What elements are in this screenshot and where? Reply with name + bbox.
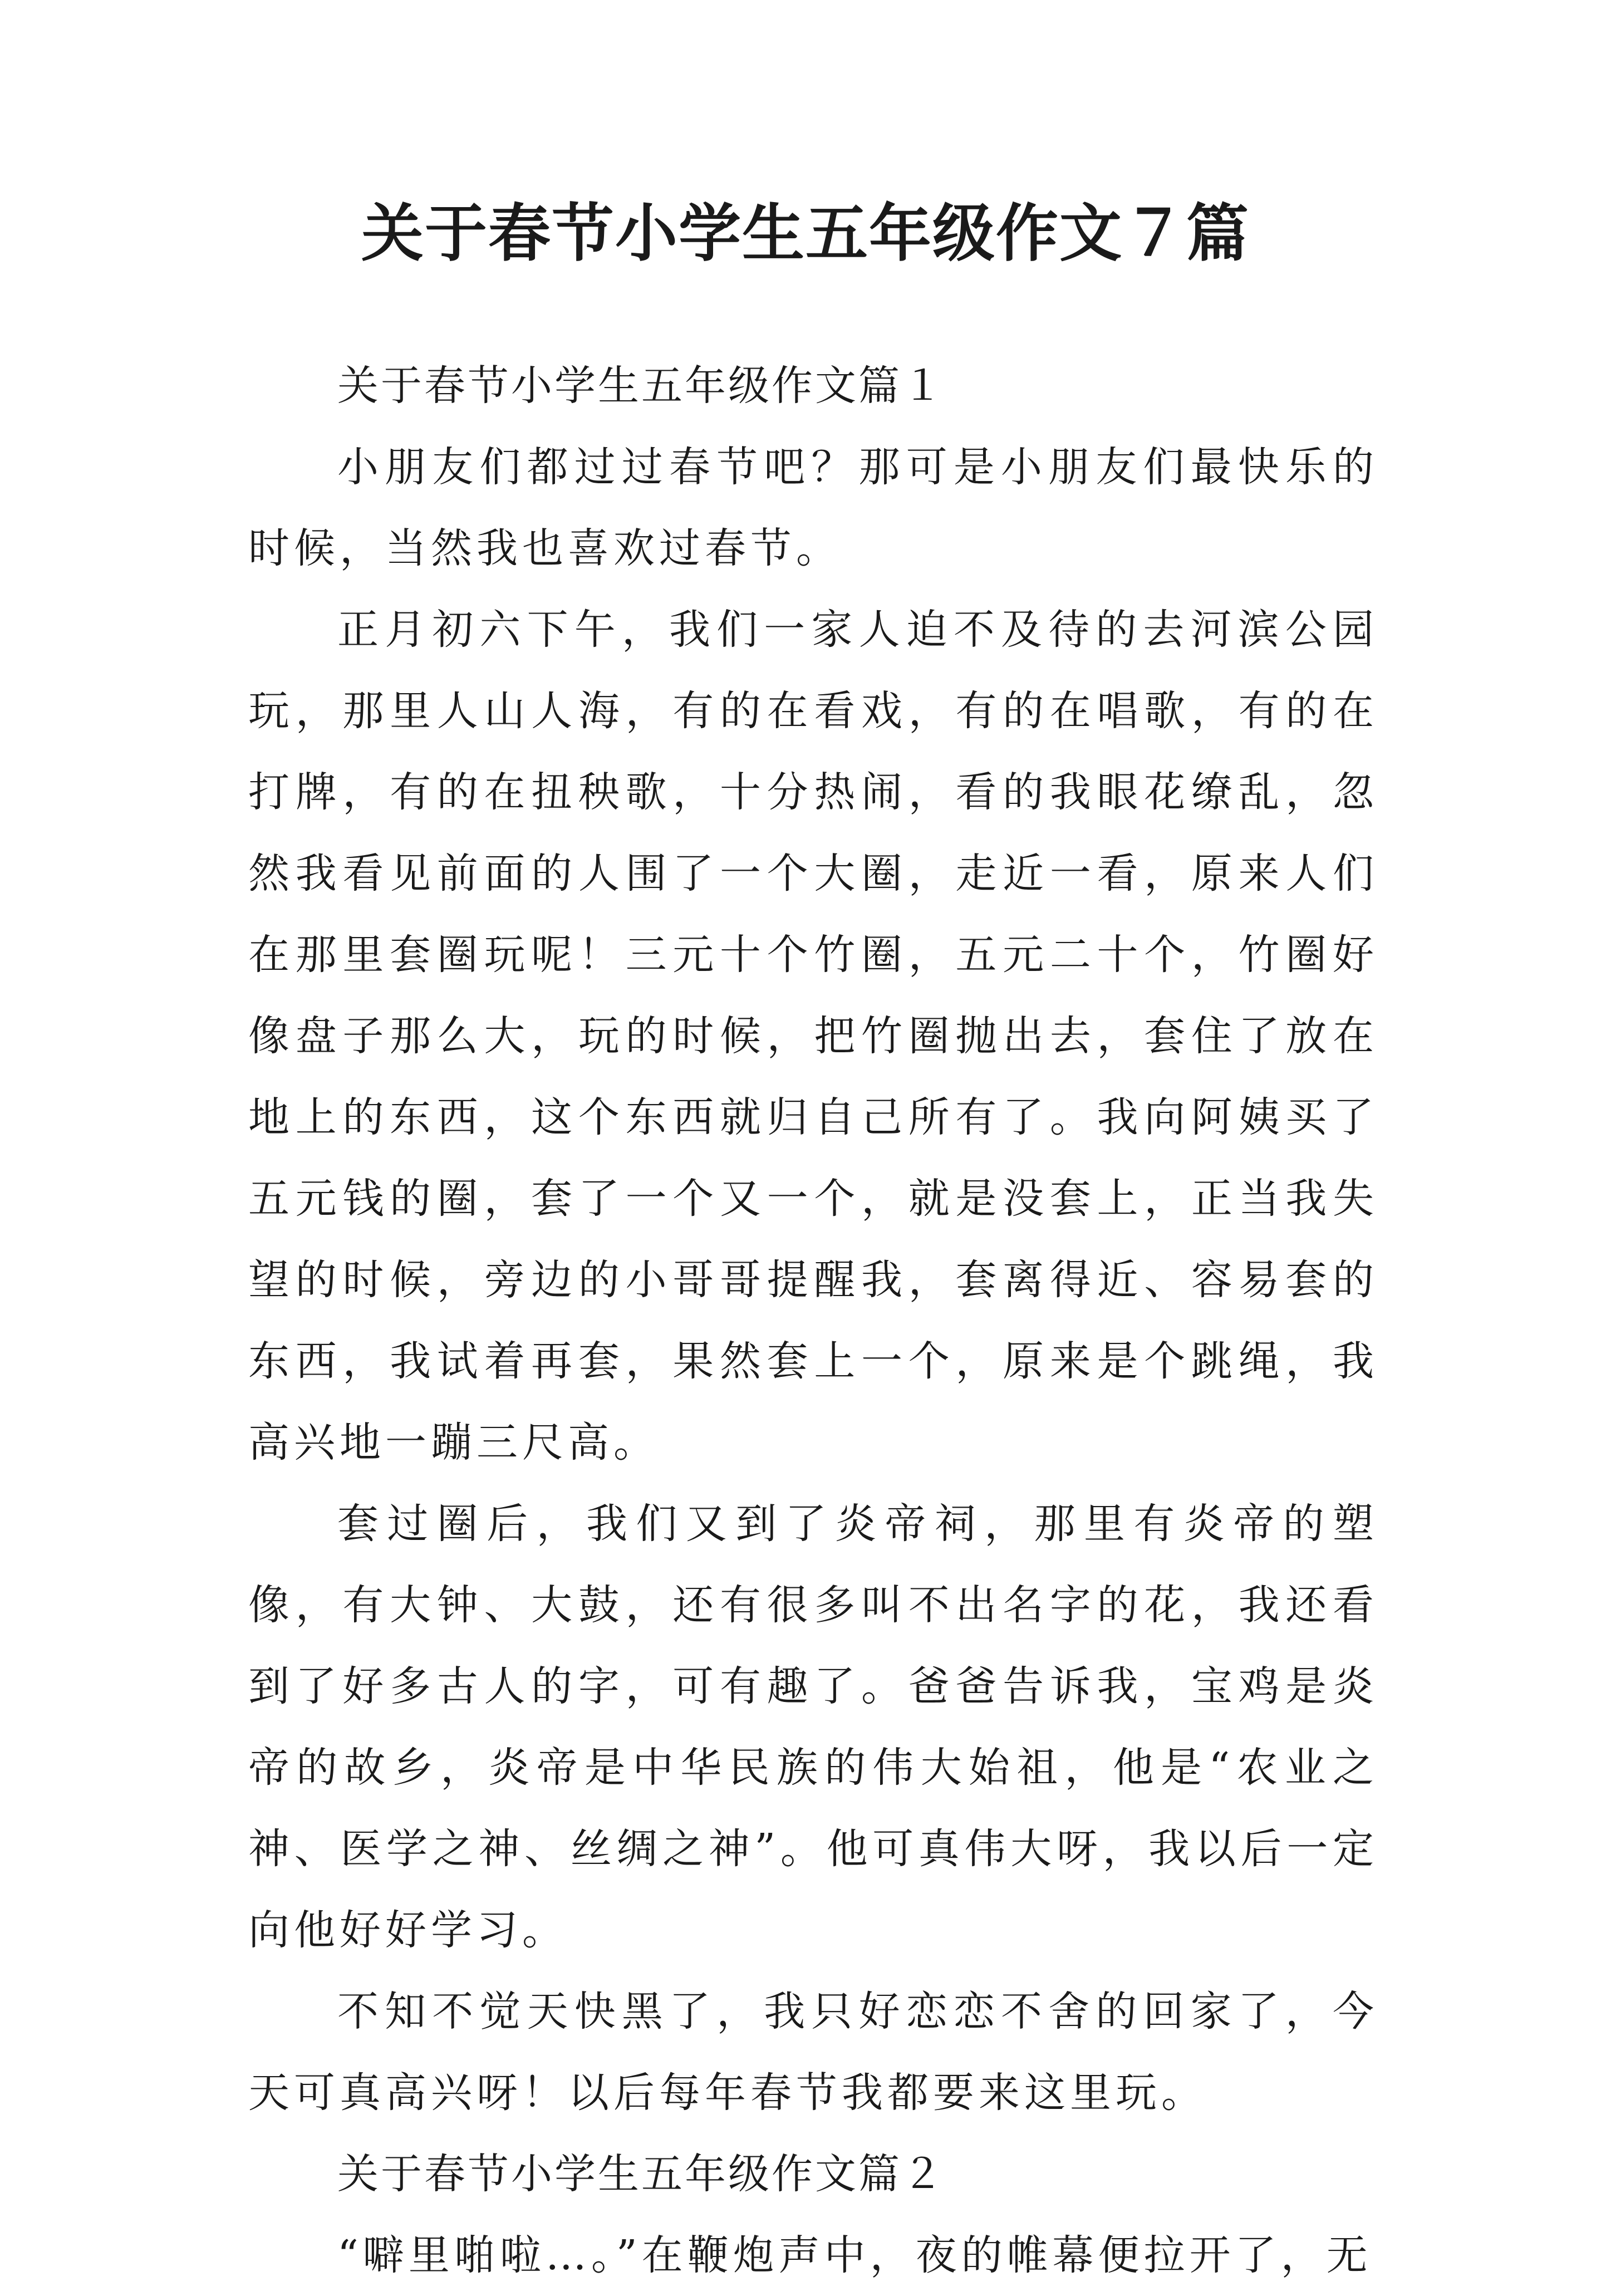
paragraph: 正月初六下午，我们一家人迫不及待的去河滨公园玩，那里人山人海，有的在看戏，有的在唱歌，有的在打牌，有的在扭秧歌，十分热闹，看的我眼花缭乱，忽然我看见前面的人围了一个大圈，走近一看，原来人们在那里套圈玩呢！三元十个竹圈，五元二十个，竹圈好像盘子那么大，玩的时候，把竹圈抛出去，套住了放在地上的东西，这个东西就归自己所有了。我向阿姨买了五元钱的圈，套了一个又一个，就是没套上，正当我失望的时候，旁边的小哥哥提醒我，套离得近、容易套的东西，我试着再套，果然套上一个，原来是个跳绳，我高兴地一蹦三尺高。	[248, 606, 1378, 1466]
document-title: 关于春节小学生五年级作文７篇	[361, 197, 1250, 270]
paragraph: “噼里啪啦…。”在鞭炮声中，夜的帷幕便拉开了，无	[337, 2231, 1372, 2279]
section-heading: 关于春节小学生五年级作文篇１	[337, 362, 945, 410]
paragraph: 套过圈后，我们又到了炎帝祠，那里有炎帝的塑像，有大钟、大鼓，还有很多叫不出名字的花，我还看到了好多古人的字，可有趣了。爸爸告诉我，宝鸡是炎帝的故乡，炎帝是中华民族的伟大始祖，他是“农业之神、医学之神、丝绸之神”。他可真伟大呀，我以后一定向他好好学习。	[248, 1500, 1378, 1954]
paragraph: 不知不觉天快黑了，我只好恋恋不舍的回家了，今天可真高兴呀！以后每年春节我都要来这里玩。	[248, 1988, 1378, 2117]
section-heading: 关于春节小学生五年级作文篇２	[337, 2150, 945, 2198]
document-body	[248, 345, 1378, 2296]
paragraph: 小朋友们都过过春节吧？那可是小朋友们最快乐的时候，当然我也喜欢过春节。	[248, 443, 1378, 572]
